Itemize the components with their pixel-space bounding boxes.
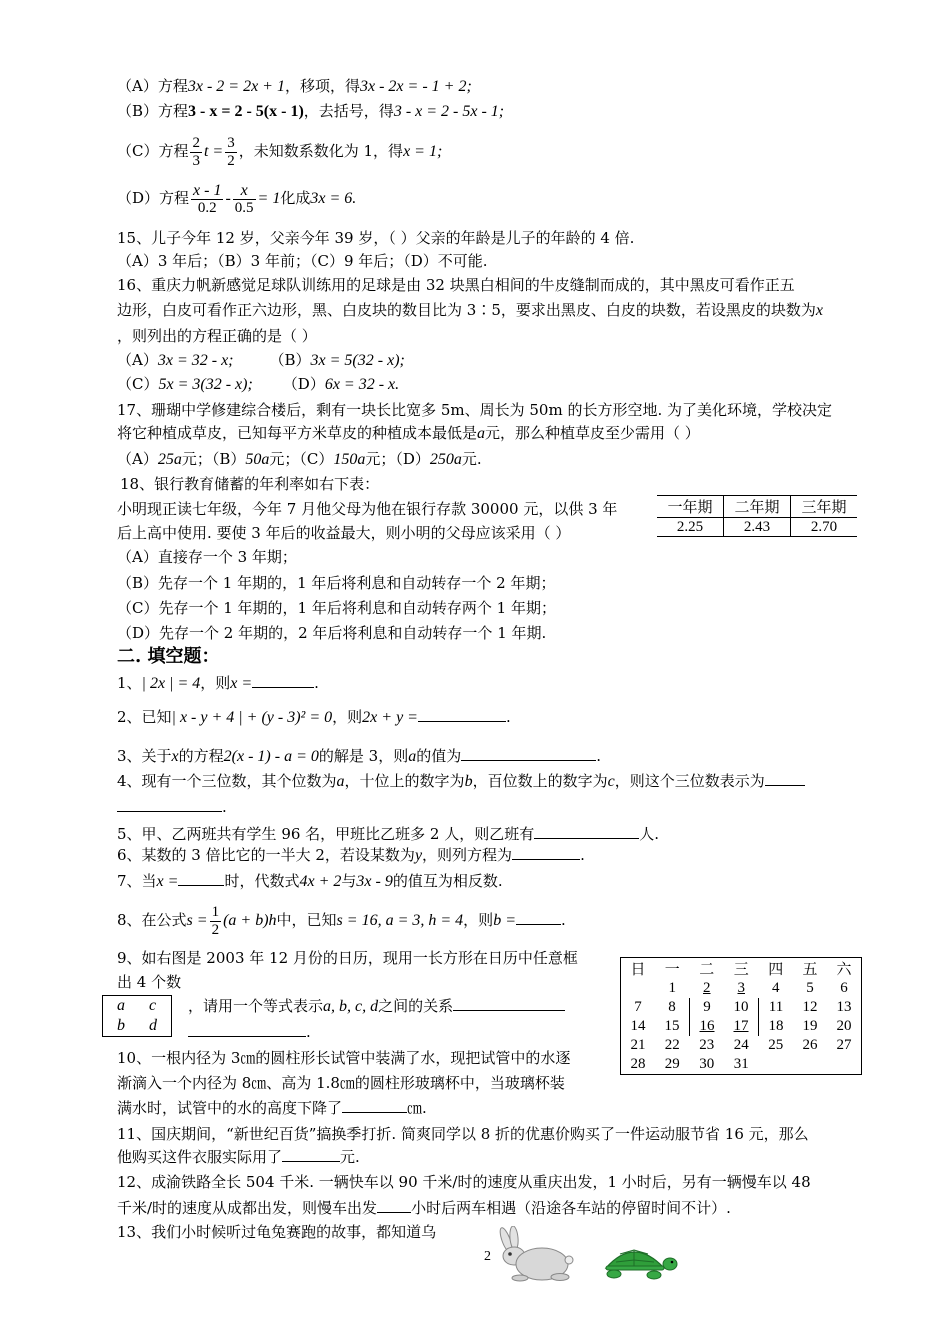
fill-q10-line1: 10、一根内径为 3㎝的圆柱形长试管中装满了水，现把试管中的水逐	[117, 1049, 571, 1067]
q18-option-d: （D）先存一个 2 年期的，2 年后将利息和自动转存一个 1 年期.	[117, 624, 547, 642]
q15-options: （A）3 年后；（B）3 年前；（C）9 年后；（D）不可能.	[117, 252, 488, 270]
rate-value: 2.25	[657, 518, 724, 537]
q16-options-cd: （C）5x = 3(32 - x); （D）6x = 32 - x.	[117, 375, 400, 393]
calendar-day: 3	[737, 980, 745, 996]
fill-q6: 6、某数的 3 倍比它的一半大 2，若设某数为y，则列方程为 .	[117, 846, 585, 864]
q18-line1: 小明现正读七年级，今年 7 月他父母为他在银行存款 30000 元，以供 3 年	[117, 500, 618, 518]
calendar-day: 6	[840, 980, 848, 996]
turtle-icon	[600, 1240, 678, 1280]
calendar-day-framed: 17	[724, 1017, 759, 1036]
calendar-day: 23	[699, 1037, 715, 1053]
calendar-day	[827, 1055, 862, 1075]
calendar-day: 12	[802, 999, 818, 1015]
box-d: d	[149, 1017, 157, 1034]
q18-option-a: （A）直接存一个 3 年期；	[117, 548, 297, 566]
rabbit-icon	[494, 1226, 574, 1284]
calendar-day	[793, 1055, 827, 1075]
calendar-day	[621, 979, 656, 998]
rate-value: 2.70	[791, 518, 858, 537]
fill-q7: 7、当x = 时，代数式4x + 2与3x - 9的值互为相反数.	[117, 872, 503, 890]
calendar-weekday: 六	[836, 962, 852, 978]
interest-rate-table	[657, 495, 857, 537]
calendar-day: 5	[806, 980, 814, 996]
fill-q9-line3: ，请用一个等式表示a, b, c, d之间的关系	[188, 996, 565, 1017]
calendar-day: 30	[699, 1056, 715, 1072]
calendar-day-framed: 9	[690, 998, 725, 1017]
box-c: c	[149, 997, 157, 1014]
fill-q12-line2: 千米/时的速度从成都出发，则慢车出发 小时后两车相遇（沿途各车站的停留时间不计）.	[117, 1199, 731, 1217]
q16-line1: 16、重庆力帆新感觉足球队训练用的足球是由 32 块黑白相间的牛皮缝制而成的，其中黑皮可看作正五	[117, 276, 795, 294]
fill-q5: 5、甲、乙两班共有学生 96 名，甲班比乙班多 2 人，则乙班有 人.	[117, 825, 660, 843]
calendar-day: 8	[668, 999, 676, 1015]
fill-q8: 8、在公式s = $\frac{1}{2}$ (a + b)h中，已知s = 16, a = 3, h = 4，则b = .	[117, 903, 566, 938]
fill-q10-line3: 满水时，试管中的水的高度下降了 ㎝.	[117, 1099, 427, 1117]
box-a: a	[117, 997, 125, 1014]
calendar-day	[759, 1055, 794, 1075]
fill-q4: 4、现有一个三位数，其个位数为a，十位上的数字为b，百位数上的数字为c，则这个三位数表示为	[117, 771, 805, 792]
q15-stem: 15、儿子今年 12 岁，父亲今年 39 岁，（ ）父亲的年龄是儿子的年龄的 4 倍.	[117, 229, 635, 247]
rate-header: 二年期	[724, 496, 791, 518]
q16-line2: 边形，白皮可看作正六边形，黑、白皮块的数目比为 3∶5，要求出黑皮、白皮的块数，若设黑皮的块数为x	[117, 301, 823, 319]
calendar-day: 22	[664, 1037, 680, 1053]
calendar-day: 13	[836, 999, 852, 1015]
calendar-day-framed: 10	[724, 998, 759, 1017]
q14-option-b: （B）方程3 - x = 2 - 5(x - 1)，去括号，得3 - x = 2 - 5x - 1;	[117, 102, 505, 120]
fill-q10-line2: 渐滴入一个内径为 8㎝、高为 1.8㎝的圆柱形玻璃杯中，当玻璃杯装	[117, 1074, 565, 1092]
calendar-day: 24	[733, 1037, 749, 1053]
rate-header: 一年期	[657, 496, 724, 518]
calendar-day-framed: 16	[690, 1017, 725, 1036]
calendar-day: 25	[768, 1037, 784, 1053]
q17-line2: 将它种植成草皮，已知每平方米草皮的种植成本最低是a元，那么种植草皮至少需用（ ）	[117, 424, 700, 442]
calendar-day: 15	[664, 1018, 680, 1034]
calendar-weekday: 二	[699, 962, 715, 978]
calendar-day: 28	[630, 1056, 646, 1072]
december-calendar	[620, 957, 862, 1075]
q17-options: （A）25a元；（B）50a元；（C）150a元；（D）250a元.	[117, 450, 482, 468]
calendar-day: 29	[664, 1056, 680, 1072]
q14-option-c: （C）方程 $\frac{2}{3}$ t = $\frac{3}{2}$ ，未知数系数化为 1，得x = 1;	[117, 134, 443, 169]
page-number: 2	[484, 1249, 491, 1264]
calendar-weekday: 一	[664, 962, 680, 978]
calendar-day: 18	[768, 1018, 784, 1034]
fill-q3: 3、关于x的方程2(x - 1) - a = 0的解是 3，则a的值为 .	[117, 747, 601, 765]
calendar-day: 2	[703, 980, 711, 996]
q14-option-d: （D）方程 $\frac{x - 1}{0.2}$ - $\frac{x}{0.5}$ = 1化成3x = 6.	[117, 181, 357, 216]
calendar-weekday: 日	[630, 962, 646, 978]
calendar-day: 1	[668, 980, 676, 996]
section-heading: 二. 填空题：	[117, 646, 220, 667]
q14-option-a: （A）方程3x - 2 = 2x + 1，移项，得3x - 2x = - 1 + 2;	[117, 77, 472, 95]
calendar-day: 7	[634, 999, 642, 1015]
calendar-day: 19	[802, 1018, 818, 1034]
calendar-weekday: 三	[733, 962, 749, 978]
calendar-day: 31	[733, 1056, 749, 1072]
q18-option-b: （B）先存一个 1 年期的，1 年后将利息和自动转存一个 2 年期；	[117, 574, 556, 592]
fill-q4-cont: .	[117, 797, 227, 817]
rate-value: 2.43	[724, 518, 791, 537]
calendar-weekday: 四	[768, 962, 784, 978]
q16-line3: ，则列出的方程正确的是（ ）	[117, 327, 317, 345]
fill-q12-line1: 12、成渝铁路全长 504 千米. 一辆快车以 90 千米/时的速度从重庆出发，1 小时后，另有一辆慢车以 48	[117, 1173, 811, 1191]
calendar-day: 20	[836, 1018, 852, 1034]
fill-q9-line2: 出 4 个数	[117, 973, 182, 991]
calendar-day: 4	[772, 980, 780, 996]
q17-line1: 17、珊瑚中学修建综合楼后，剩有一块长比宽多 5m、周长为 50m 的长方形空地. 为了美化环境，学校决定	[117, 401, 833, 419]
rate-header: 三年期	[791, 496, 858, 518]
box-b: b	[117, 1017, 125, 1034]
q18-intro: 18、银行教育储蓄的年利率如右下表：	[120, 475, 380, 493]
calendar-day: 14	[630, 1018, 646, 1034]
q18-line2: 后上高中使用. 要使 3 年后的收益最大，则小明的父母应该采用（ ）	[117, 524, 571, 542]
four-number-box	[102, 995, 172, 1037]
fill-q9-line4: .	[188, 1022, 311, 1042]
fill-q2: 2、已知| x - y + 4 | + (y - 3)² = 0，则2x + y = .	[117, 708, 511, 726]
calendar-day: 11	[768, 999, 784, 1015]
fill-q9-line1: 9、如右图是 2003 年 12 月份的日历，现用一长方形在日历中任意框	[117, 949, 578, 967]
calendar-day: 21	[630, 1037, 646, 1053]
fill-q11-line1: 11、国庆期间，“新世纪百货”搞换季打折. 简爽同学以 8 折的优惠价购买了一件运动服节省 16 元，那么	[117, 1125, 809, 1143]
q18-option-c: （C）先存一个 1 年期的，1 年后将利息和自动转存两个 1 年期；	[117, 599, 556, 617]
fill-q1: 1、| 2x | = 4，则x = .	[117, 674, 319, 692]
calendar-weekday: 五	[802, 962, 818, 978]
fill-q11-line2: 他购买这件衣服实际用了 元.	[117, 1148, 360, 1166]
calendar-day: 27	[836, 1037, 852, 1053]
q16-options-ab: （A）3x = 32 - x; （B）3x = 5(32 - x);	[117, 351, 405, 369]
calendar-day: 26	[802, 1037, 818, 1053]
fill-q13-line1: 13、我们小时候听过龟兔赛跑的故事，都知道乌	[117, 1223, 437, 1241]
